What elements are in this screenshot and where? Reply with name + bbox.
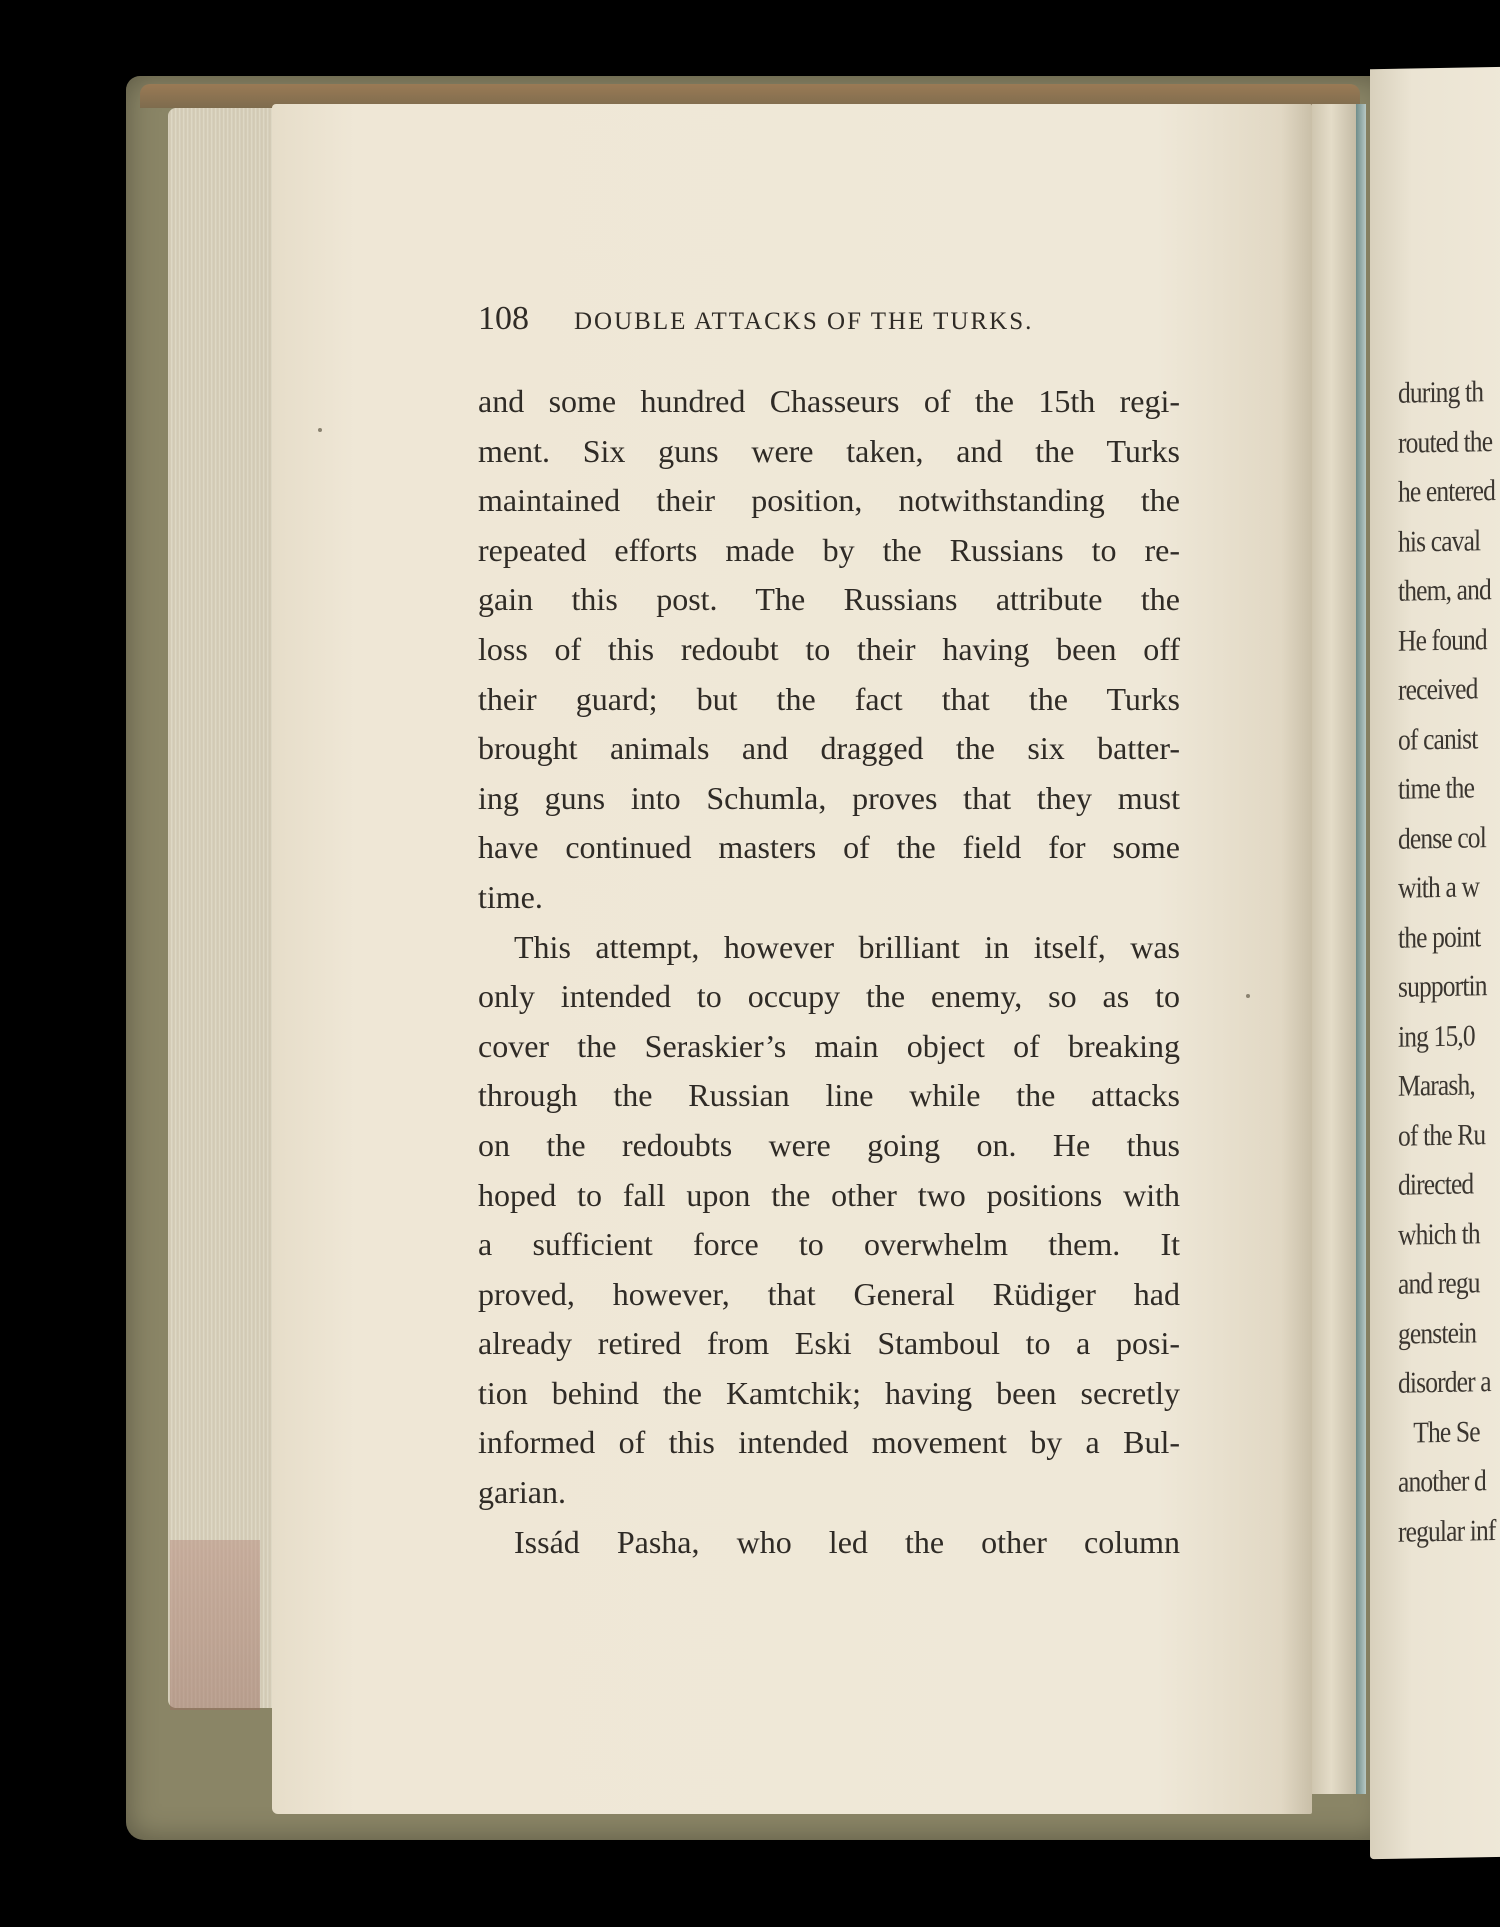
facing-line-fragment: and regu: [1398, 1266, 1480, 1301]
page-stack-edge: [168, 108, 288, 1708]
facing-line-fragment: The Se: [1413, 1414, 1480, 1449]
text-line: informed of this intended movement by a Bul-: [478, 1424, 1180, 1461]
facing-line-fragment: them, and: [1398, 573, 1491, 608]
text-line: proved, however, that General Rüdiger had: [478, 1275, 1180, 1312]
facing-line-fragment: time the: [1398, 771, 1475, 806]
facing-line-fragment: of canist: [1398, 721, 1478, 757]
text-line: only intended to occupy the enemy, so as to: [478, 978, 1180, 1015]
facing-line-fragment: which th: [1398, 1216, 1480, 1252]
text-line: a sufficient force to overwhelm them. It: [478, 1226, 1180, 1263]
facing-line-fragment: ing 15,0: [1398, 1018, 1475, 1054]
facing-line-fragment: directed: [1398, 1167, 1474, 1202]
text-line: ment. Six guns were taken, and the Turks: [478, 432, 1180, 469]
text-line: brought animals and dragged the six batter-: [478, 730, 1180, 767]
text-line: on the redoubts were going on. He thus: [478, 1126, 1180, 1163]
gutter-shadow: [1356, 104, 1366, 1794]
facing-line-fragment: received: [1398, 672, 1478, 707]
text-line: their guard; but the fact that the Turks: [478, 680, 1180, 717]
facing-line-fragment: regular inf: [1398, 1513, 1496, 1549]
facing-line-fragment: another d: [1398, 1464, 1486, 1499]
text-line: ing guns into Schumla, proves that they must: [478, 779, 1180, 816]
facing-line-fragment: disorder a: [1398, 1365, 1491, 1400]
paper-speck: [1246, 994, 1250, 998]
facing-line-fragment: he entered: [1398, 474, 1495, 509]
facing-line-fragment: He found: [1398, 622, 1487, 658]
text-line: maintained their position, notwithstanding the: [478, 482, 1180, 519]
paper-speck: [318, 428, 322, 432]
text-line: hoped to fall upon the other two positions with: [478, 1176, 1180, 1213]
page-body-text: [478, 377, 1180, 1567]
facing-line-fragment: with a w: [1398, 870, 1480, 905]
facing-line-fragment: routed the: [1398, 424, 1493, 460]
text-line: through the Russian line while the attacks: [478, 1077, 1180, 1114]
text-line: and some hundred Chasseurs of the 15th regi-: [478, 383, 1180, 419]
endpaper-edge: [170, 1540, 260, 1710]
facing-line-fragment: the point: [1398, 919, 1481, 955]
book-gutter: [1312, 104, 1360, 1794]
text-line: gain this post. The Russians attribute the: [478, 581, 1180, 618]
facing-page-text: [1398, 367, 1500, 1557]
text-line: cover the Seraskier’s main object of breaking: [478, 1027, 1180, 1064]
text-line: tion behind the Kamtchik; having been secretly: [478, 1374, 1180, 1411]
facing-line-fragment: Marash,: [1398, 1068, 1475, 1103]
running-head: DOUBLE ATTACKS OF THE TURKS.: [574, 308, 1034, 335]
text-line: have continued masters of the field for some: [478, 829, 1180, 866]
page-number: 108: [478, 300, 529, 337]
facing-line-fragment: genstein: [1398, 1315, 1477, 1351]
text-line: loss of this redoubt to their having been off: [478, 630, 1180, 667]
facing-line-fragment: dense col: [1398, 820, 1486, 856]
facing-line-fragment: during th: [1398, 375, 1484, 410]
facing-line-fragment: of the Ru: [1398, 1117, 1486, 1153]
text-line: Issád Pasha, who led the other column: [514, 1523, 1180, 1560]
text-line: This attempt, however brilliant in itself, was: [514, 928, 1180, 965]
facing-line-fragment: his caval: [1398, 523, 1481, 559]
text-line: time.: [478, 878, 543, 915]
text-line: repeated efforts made by the Russians to re-: [478, 531, 1180, 568]
page-header: [478, 300, 1178, 346]
right-page: [1370, 67, 1500, 1859]
text-line: already retired from Eski Stamboul to a posi-: [478, 1325, 1180, 1362]
facing-line-fragment: supportin: [1398, 969, 1487, 1004]
text-line: garian.: [478, 1474, 566, 1511]
